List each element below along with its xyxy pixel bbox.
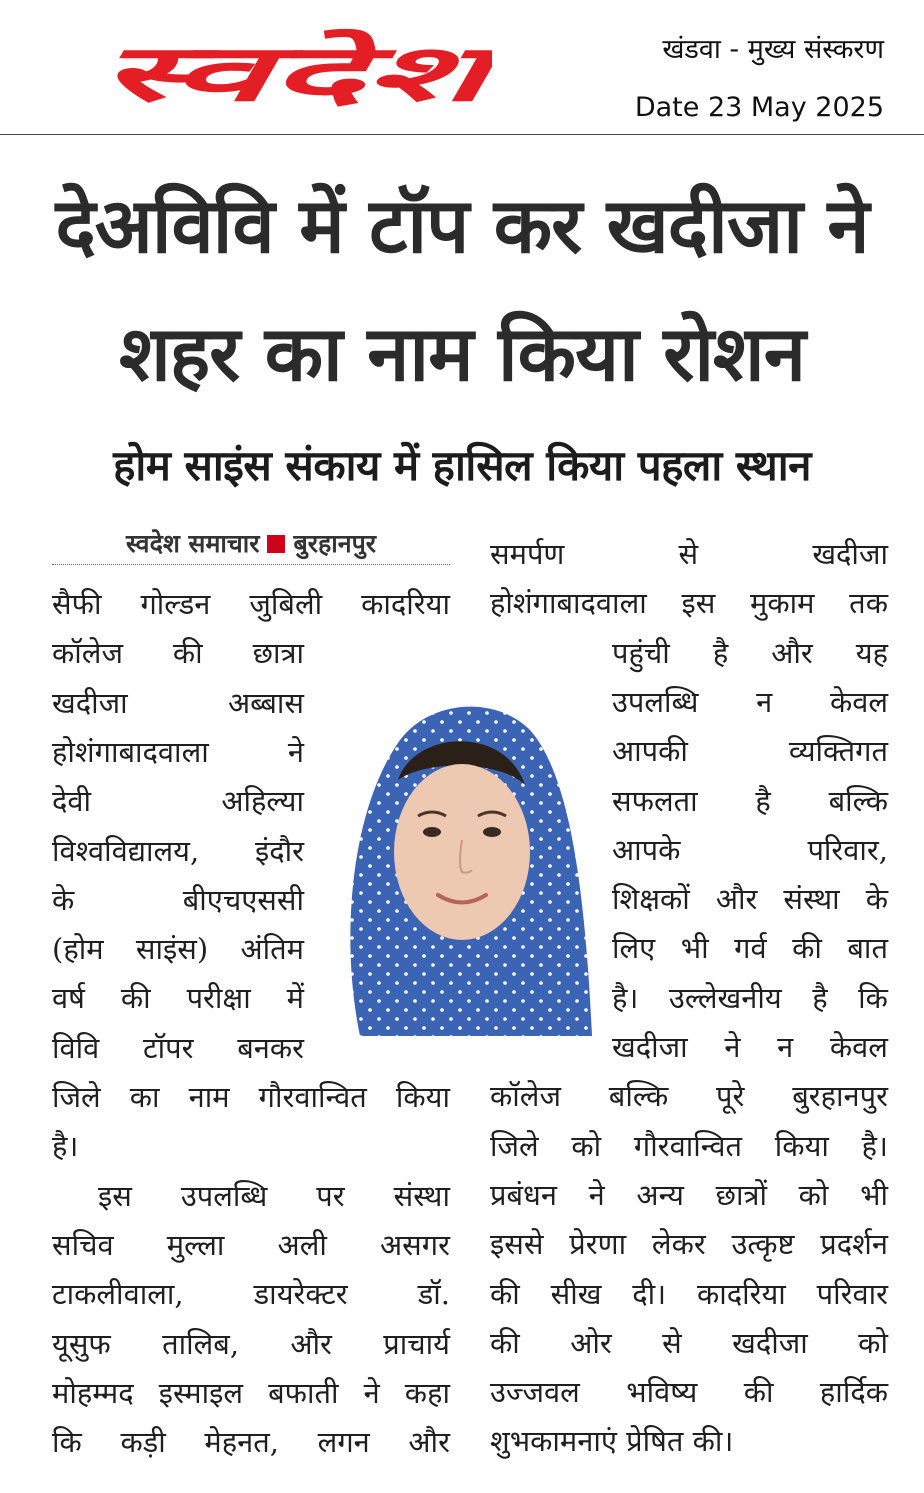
word: टाकलीवाला, [52,1277,184,1312]
byline-city: बुरहानपुर [293,529,377,558]
word: इस [98,1178,132,1213]
word: इंदौर [254,833,304,868]
word: डायरेक्टर [253,1277,348,1312]
edition-name: खंडवा - मुख्य संस्करण [662,34,884,65]
word: ओर [570,1325,612,1360]
article-line: शुभकामनाएं प्रेषित की। [490,1424,734,1459]
word: किया [395,1080,450,1114]
word: की [792,931,822,966]
byline-agency: स्वदेश समाचार [125,529,260,558]
word: और [715,882,758,917]
word: मोहम्मद [52,1375,134,1410]
word: परिवार [816,1276,888,1311]
headline-line-2: शहर का नाम किया रोशन [119,309,805,398]
word: मुल्ला [166,1227,225,1262]
word: इस्माइल [158,1375,244,1410]
word: में [286,981,304,1016]
word: कहा [404,1375,450,1410]
word: असगर [380,1227,450,1262]
word: प्रबंधन [490,1177,557,1212]
word: की [743,1375,774,1410]
word: की [490,1276,520,1311]
word: तक [849,586,888,621]
word: किया [774,1128,829,1163]
article-line [490,1270,888,1319]
word: जुबिली [249,587,323,621]
word: कि [858,980,888,1015]
word: न [756,684,773,719]
word: कादरिया [696,1276,786,1311]
word: के [865,882,888,917]
word: प्रेरणा [569,1227,627,1262]
word: खदीजा [612,1030,688,1064]
byline [52,524,450,565]
word: पर [316,1178,345,1213]
word: को [858,1325,888,1360]
masthead-brand: स्वदेश [98,29,267,118]
word: प्रदर्शन [820,1227,888,1262]
word: केवल [829,1030,888,1064]
word: है [712,635,729,670]
article-line [52,728,304,777]
article-line [52,827,304,876]
article-line [612,924,888,973]
masthead-logo-art [92,26,492,118]
word: प्राचार्य [383,1326,450,1361]
word: होशंगाबादवाला [490,586,647,621]
word: कि [52,1425,82,1460]
word: और [771,635,813,670]
article-line [52,679,304,728]
article-line [490,530,888,579]
word: और [290,1326,332,1361]
word: इस [681,586,716,621]
word: से [662,1325,682,1360]
word: व्यक्तिगत [788,734,888,769]
article-line: है। [52,1129,79,1164]
word: उज्जवल [490,1375,580,1410]
word: गर्व [734,931,767,966]
word: की [120,981,151,1016]
word: खदीजा [52,685,128,720]
word: उपलब्धि [180,1178,268,1213]
word: संस्था [783,882,840,917]
word: वर्ष [52,981,85,1016]
word: कादरिया [361,587,450,621]
word: अब्बास [227,685,304,720]
word: गौरवान्वित [633,1128,743,1163]
byline-square-icon [267,535,285,553]
edition-date: Date 23 May 2025 [634,92,884,123]
word: डॉ. [417,1277,450,1312]
word: से [678,537,699,571]
word: कॉलेज [490,1079,561,1114]
word: होशंगाबादवाला [52,734,209,769]
word: अहिल्या [221,784,304,819]
word: कड़ी [120,1425,166,1460]
word: न [777,1030,794,1064]
article-line [52,1221,450,1270]
article-line [52,629,304,678]
word: आपकी [612,734,688,769]
word: नाम [188,1080,230,1114]
headline-line-1: देअविवि में टॉप कर खदीजा ने [55,181,869,270]
article-line [490,1072,888,1121]
word: खदीजा [812,537,888,571]
article-line [52,777,304,826]
article-line [612,1023,888,1072]
article-headline [30,162,894,418]
word: लगन [317,1425,370,1460]
word: को [571,1128,602,1163]
word: भी [860,1177,888,1212]
article-line [52,580,450,629]
article-line [490,1220,888,1269]
article-subheadline: होम साइंस संकाय में हासिल किया पहला स्थान [113,441,811,490]
article-line [52,1270,450,1319]
word: उपलब्धि [612,684,699,719]
masthead-divider [0,134,924,135]
article-line [52,1073,450,1122]
word: लेकर [651,1227,706,1262]
word: संस्था [393,1178,450,1213]
word: आपके [612,832,681,867]
word: हार्दिक [819,1375,888,1410]
word: पूरे [716,1079,745,1114]
word: खदीजा [732,1325,808,1360]
word: अन्य [636,1177,684,1212]
word: केवल [829,684,888,719]
word: छात्रा [252,636,304,671]
word: शिक्षकों [612,882,690,917]
article-line [612,826,888,875]
word: उत्कृष्ट [731,1227,795,1262]
masthead-logo [92,26,492,118]
word: छात्रों [715,1177,767,1212]
article-line [490,1368,888,1417]
word: का [129,1080,160,1114]
word: गौरवान्वित [258,1080,367,1114]
word: ने [724,1030,741,1064]
word: है। [861,1128,888,1163]
word: परिवार, [807,832,888,867]
word: गोल्डन [140,587,211,621]
article-photo [320,690,592,1036]
word: ने [363,1375,380,1410]
word: यूसुफ [52,1326,111,1361]
word: की [172,636,203,671]
article-line [490,579,888,628]
word: जिले [490,1128,539,1163]
word: तालिब, [162,1326,240,1361]
word: ने [588,1177,605,1212]
article-line [490,1122,888,1171]
word: उल्लेखनीय [668,980,782,1015]
word: भी [680,931,709,966]
word: बीएचएससी [182,882,304,917]
word: है। [612,980,639,1015]
word: बल्कि [828,783,888,818]
word: लिए [612,931,656,966]
edition-info [635,32,884,126]
word: सीख [550,1276,602,1311]
word: की [490,1325,520,1360]
article-line [98,1172,450,1221]
word: बफाती [268,1375,339,1410]
student-portrait [320,690,592,1036]
word: सैफी [52,587,102,621]
article-line [612,678,888,727]
word: टॉपर [143,1030,194,1065]
article-line [52,876,304,925]
word: बुरहानपुर [792,1079,888,1114]
article-line [612,974,888,1023]
article-line [52,1369,450,1418]
word: मुकाम [750,586,815,621]
word: विश्वविद्यालय, [52,833,200,868]
word: विवि [52,1030,100,1065]
word: है [755,783,771,818]
word: बल्कि [608,1079,669,1114]
word: अली [277,1227,327,1262]
article-line [612,727,888,776]
word: यह [855,635,888,670]
article-line [612,777,888,826]
word: के [52,882,75,917]
word: दी। [632,1276,667,1311]
word: भविष्य [626,1375,698,1410]
word: कॉलेज [52,636,123,671]
word: ने [287,734,304,769]
word: सफलता [612,783,698,818]
article-line [52,925,304,974]
word: मेहनत, [204,1425,280,1460]
article-line [52,974,304,1023]
word: है [812,980,828,1015]
word: परीक्षा [186,981,251,1016]
word: जिले [52,1080,101,1114]
word: अंतिम [240,932,304,967]
article-line [52,1320,450,1369]
article-line [612,629,888,678]
word: साइंस) [135,932,209,967]
word: देवी [52,784,92,819]
article-line [490,1319,888,1368]
article-line [490,1171,888,1220]
article-line [52,1418,450,1467]
word: इससे [490,1227,544,1262]
word: बात [847,931,888,966]
word: सचिव [52,1227,114,1262]
word: (होम [52,932,104,967]
word: समर्पण [490,537,565,571]
word: पहुंची [612,635,670,670]
word: बनकर [237,1030,304,1065]
article-line [612,875,888,924]
word: को [798,1177,829,1212]
word: और [408,1425,450,1460]
article-line [52,1024,304,1073]
